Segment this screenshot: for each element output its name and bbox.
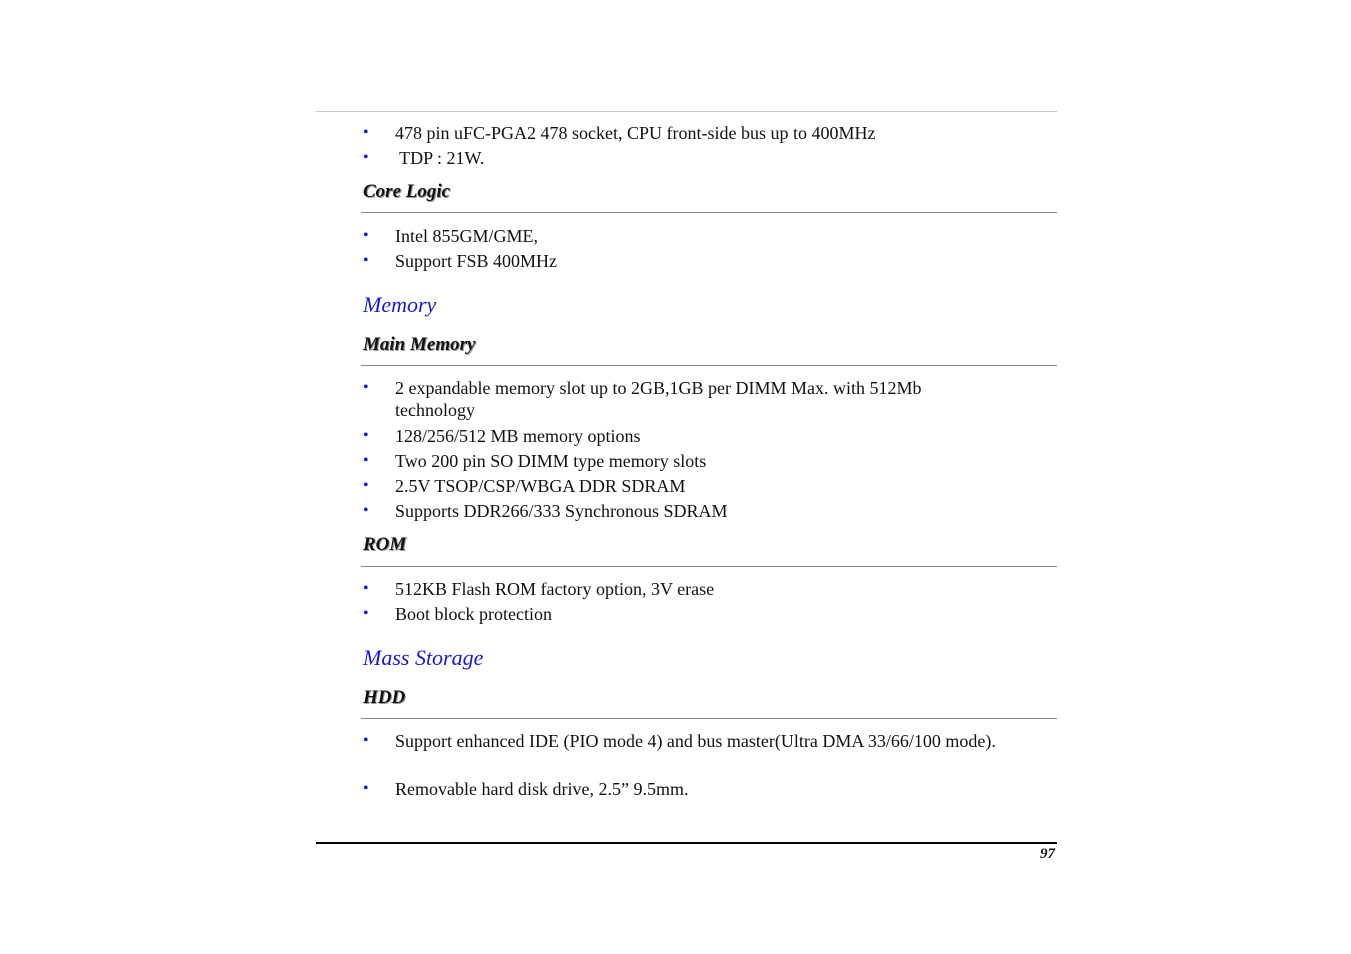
rom-heading: ROM: [363, 534, 407, 555]
bullet-icon: •: [363, 477, 369, 494]
list-item-text: Supports DDR266/333 Synchronous SDRAM: [395, 501, 728, 521]
bullet-icon: •: [363, 580, 369, 597]
list-item-text: 512KB Flash ROM factory option, 3V erase: [395, 579, 715, 599]
bullet-icon: •: [363, 732, 369, 749]
bullet-icon: •: [363, 452, 369, 469]
bullet-icon: •: [363, 379, 369, 396]
core-logic-rule: [361, 212, 1057, 213]
list-item: [363, 778, 1057, 800]
list-item: [363, 122, 1057, 144]
list-item: [363, 500, 1057, 522]
list-item-text: Boot block protection: [395, 604, 552, 624]
hdd-rule: [361, 718, 1057, 719]
bullet-icon: •: [363, 502, 369, 519]
list-item-text: Two 200 pin SO DIMM type memory slots: [395, 451, 707, 471]
list-item-text: Support FSB 400MHz: [395, 251, 558, 271]
bullet-icon: •: [363, 227, 369, 244]
memory-section-heading: Memory: [363, 292, 437, 317]
list-item-text: TDP : 21W.: [395, 148, 485, 168]
bullet-icon: •: [363, 427, 369, 444]
bullet-icon: •: [363, 252, 369, 269]
main-memory-rule: [361, 365, 1057, 366]
list-item-text: 2 expandable memory slot up to 2GB,1GB per DIMM Max. with 512Mb technology: [395, 378, 922, 420]
list-item-text: 128/256/512 MB memory options: [395, 426, 641, 446]
list-item-text: Intel 855GM/GME,: [395, 226, 538, 246]
list-item-text: Support enhanced IDE (PIO mode 4) and bus master(Ultra DMA 33/66/100 mode).: [395, 731, 996, 751]
bullet-icon: •: [363, 149, 369, 166]
bullet-icon: •: [363, 780, 369, 797]
bullet-icon: •: [363, 605, 369, 622]
list-item: [363, 425, 1057, 447]
list-item-text: 478 pin uFC-PGA2 478 socket, CPU front-side bus up to 400MHz: [395, 123, 876, 143]
footer-rule: [316, 842, 1057, 844]
list-item: [363, 147, 1057, 169]
list-item: [363, 377, 1057, 421]
list-item: [363, 603, 1057, 625]
list-item: [363, 450, 1057, 472]
hdd-heading: HDD: [363, 687, 406, 708]
list-item: [363, 730, 1057, 752]
header-rule: [316, 111, 1057, 112]
mass-storage-section-heading: Mass Storage: [363, 645, 484, 670]
bullet-icon: •: [363, 124, 369, 141]
list-item-text: 2.5V TSOP/CSP/WBGA DDR SDRAM: [395, 476, 686, 496]
list-item: [363, 578, 1057, 600]
list-item: [363, 225, 1057, 247]
list-item-text: Removable hard disk drive, 2.5” 9.5mm.: [395, 779, 689, 799]
core-logic-heading: Core Logic: [363, 181, 451, 202]
main-memory-heading: Main Memory: [363, 334, 476, 355]
rom-rule: [361, 566, 1057, 567]
list-item: [363, 475, 1057, 497]
list-item: [363, 250, 1057, 272]
page-number: 97: [1040, 846, 1055, 862]
